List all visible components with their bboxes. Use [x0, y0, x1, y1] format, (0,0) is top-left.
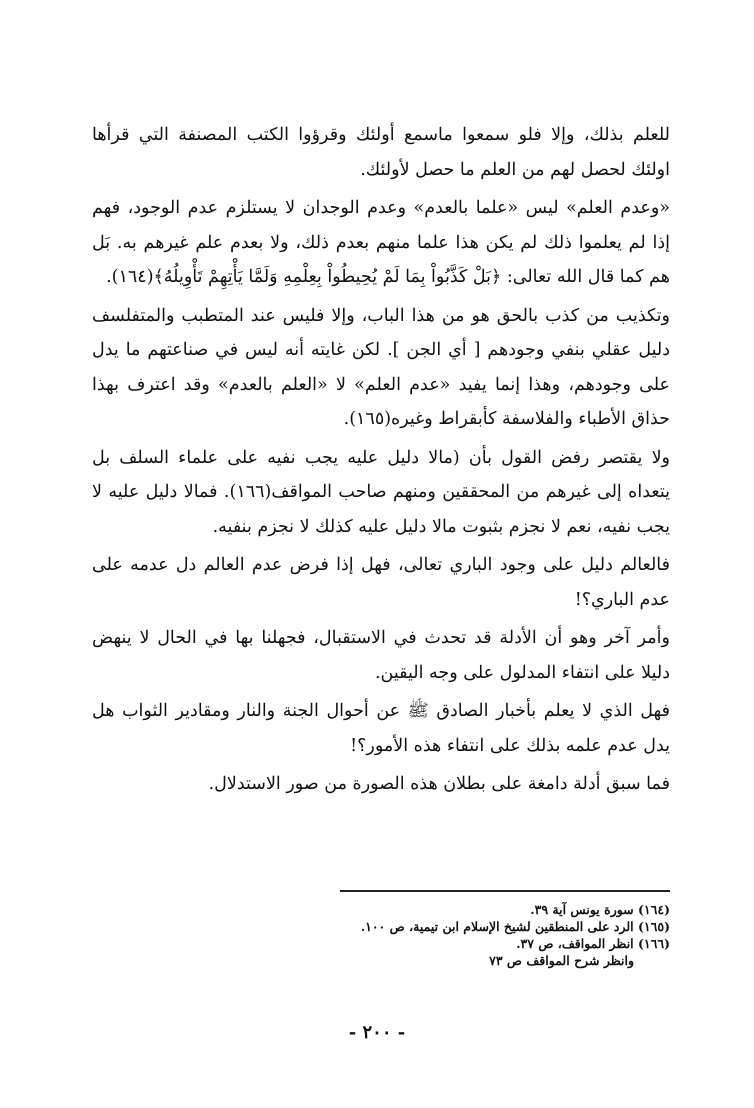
main-text — [92, 118, 670, 802]
paragraph: ولا يقتصر رفض القول بأن (مالا دليل عليه يجب نفيه على علماء السلف بل يتعداه إلى غيرهم من المحققين ومنهم صاحب المواقف(١٦٦). فمالا دليل عليه لا يجب نفيه، نعم لا نجزم بثبوت مالا دليل عليه كذلك لا نجزم بنفيه. — [92, 447, 670, 537]
footnote: وانظر شرح المواقف ص ٧٣ — [489, 953, 634, 968]
footnote: (١٦٤) سورة يونس آية ٣٩. — [530, 902, 670, 917]
paragraph: «وعدم العلم» ليس «علما بالعدم» وعدم الوجدان لا يستلزم عدم الوجود، فهم إذا لم يعلموا ذلك لم يكن هذا علما منهم بعدم ذلك، ولا بعدم علم غيرهم به. بَل هم كما قال الله تعالى: ﴿بَلْ كَذَّبُواْ بِمَا لَمْ يُحِيطُواْ بِعِلْمِهِ وَلَمَّا يَأْتِهِمْ تَأْوِيلُهُ﴾(١٦٤). — [92, 198, 670, 287]
footnote: (١٦٥) الرد على المنطقين لشيخ الإسلام ابن تيمية، ص ١٠٠. — [360, 919, 670, 934]
paragraph: فالعالم دليل على وجود الباري تعالى، فهل إذا فرض عدم العالم دل عدمه على عدم الباري؟! — [92, 555, 670, 610]
footnotes — [340, 890, 670, 969]
paragraph: للعلم بذلك، وإلا فلو سمعوا ماسمع أولئك وقرؤوا الكتب المصنفة التي قرأها اولئك لحصل لهم من العلم ما حصل لأولئك. — [92, 125, 670, 180]
footnote: (١٦٦) انظر المواقف، ص ٣٧. — [516, 936, 670, 951]
page-number: - ٢٠٠ - — [348, 1022, 406, 1043]
paragraph: وتكذيب من كذب بالحق هو من هذا الباب، وإلا فليس عند المتطبب والمتفلسف دليل عقلي بنفي وجودهم [ أي الجن ]. لكن غايته أنه ليس في صناعتهم ما يدل على وجودهم، وهذا إنما يفيد «عدم العلم» لا «العلم بالعدم» وقد اعترف بهذا حذاق الأطباء والفلاسفة كأبقراط وغيره(١٦٥). — [92, 305, 670, 429]
paragraph: فما سبق أدلة دامغة على بطلان هذه الصورة من صور الاستدلال. — [208, 774, 670, 794]
paragraph: وأمر آخر وهو أن الأدلة قد تحدث في الاستقبال، فجهلنا بها في الحال لا ينهض دليلا على انتفاء المدلول على وجه اليقين. — [92, 628, 670, 683]
paragraph: فهل الذي لا يعلم بأخبار الصادق ﷺ عن أحوال الجنة والنار ومقادير الثواب هل يدل عدم علمه بذلك على انتفاء هذه الأمور؟! — [92, 701, 670, 756]
